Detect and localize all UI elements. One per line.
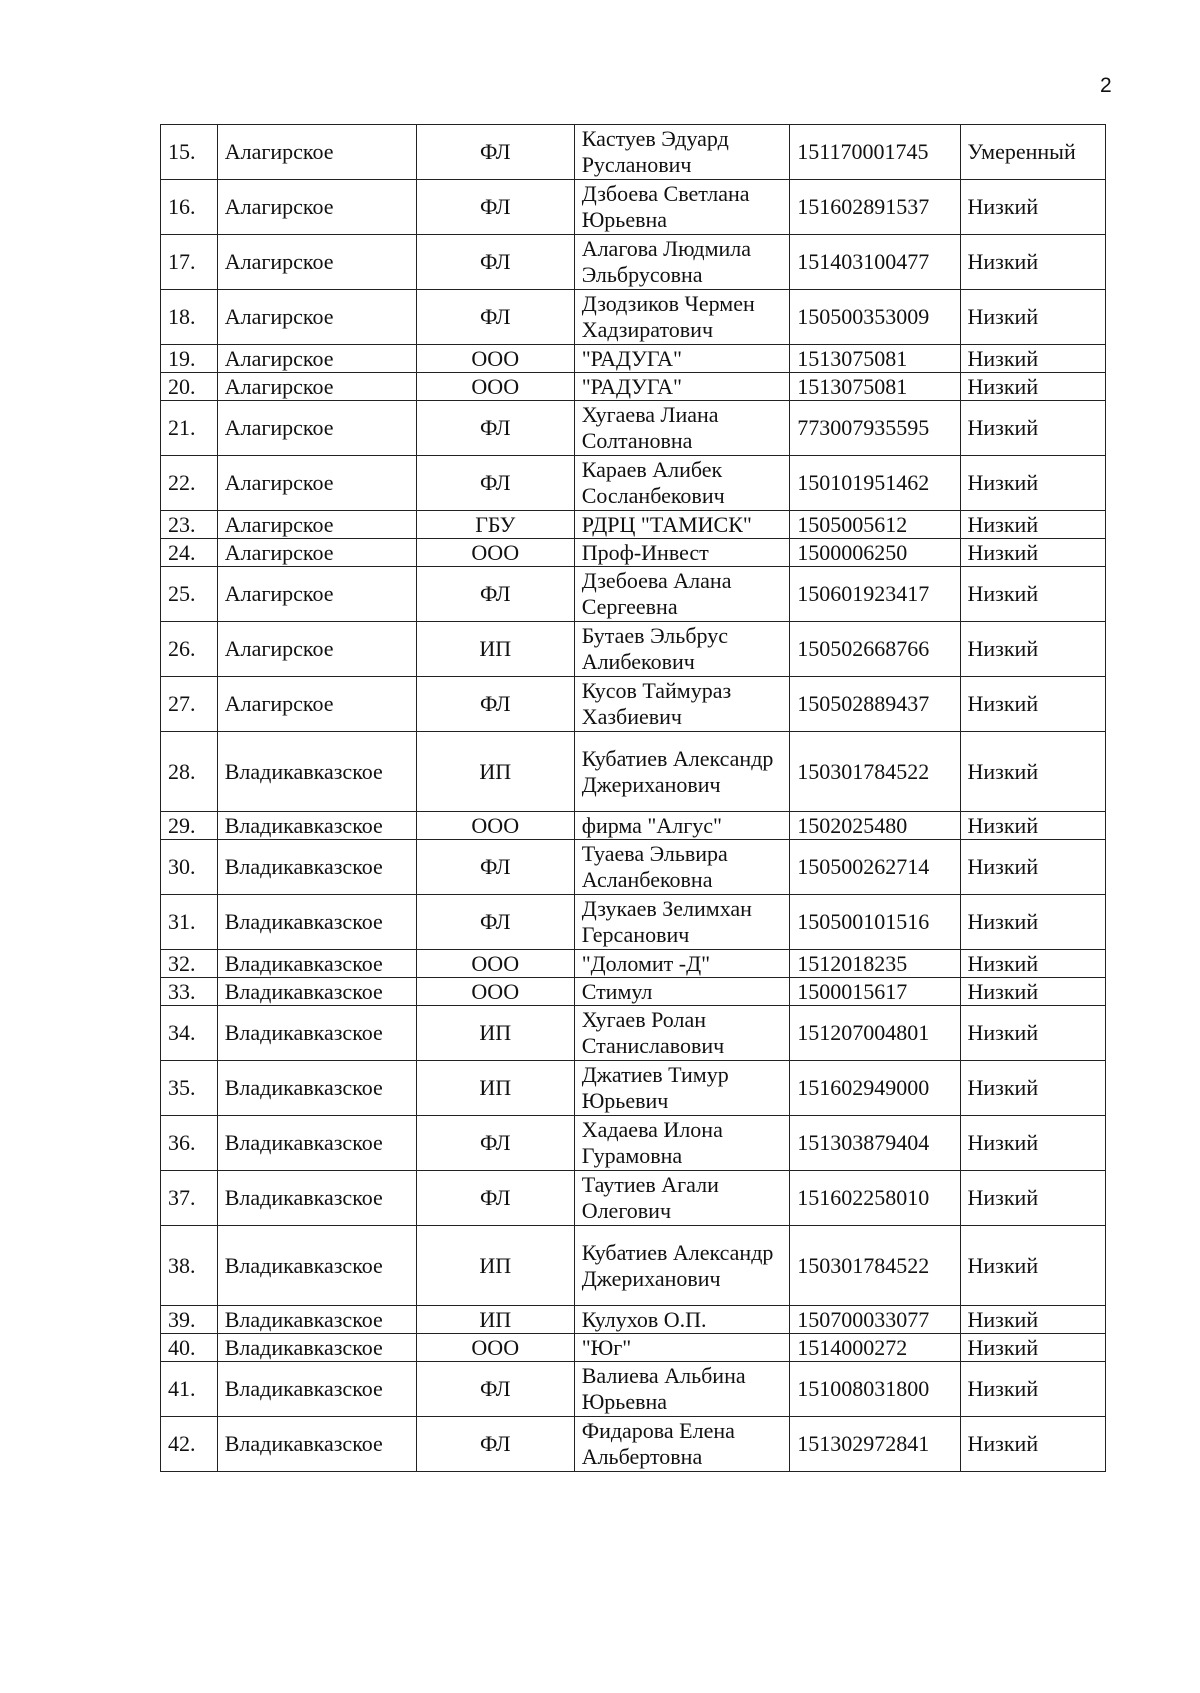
entity-type-cell: ФЛ [416,1417,574,1472]
district-cell: Алагирское [217,567,416,622]
risk-category-cell: Низкий [960,290,1105,345]
table-row [161,511,1106,539]
district-cell: Владикавказское [217,732,416,812]
entity-type-cell: ФЛ [416,1116,574,1171]
entity-name-cell: РДРЦ "ТАМИСК" [574,511,790,539]
table-row [161,539,1106,567]
row-number-cell: 38. [161,1226,218,1306]
risk-category-cell: Низкий [960,978,1105,1006]
inn-cell: 773007935595 [790,401,960,456]
entity-name-cell: Дзукаев Зелимхан Герсанович [574,895,790,950]
registry-table [160,124,1106,1472]
entity-name-cell: Кубатиев Александр Джериханович [574,732,790,812]
risk-category-cell: Низкий [960,401,1105,456]
row-number-cell: 31. [161,895,218,950]
entity-type-cell: ФЛ [416,290,574,345]
registry-table-body [161,125,1106,1472]
entity-name-cell: фирма "Алгус" [574,812,790,840]
entity-name-cell: Хадаева Илона Гурамовна [574,1116,790,1171]
district-cell: Владикавказское [217,840,416,895]
entity-type-cell: ООО [416,539,574,567]
entity-name-cell: Туаева Эльвира Асланбековна [574,840,790,895]
table-row [161,677,1106,732]
inn-cell: 1505005612 [790,511,960,539]
entity-name-cell: Кубатиев Александр Джериханович [574,1226,790,1306]
inn-cell: 151207004801 [790,1006,960,1061]
entity-type-cell: ФЛ [416,840,574,895]
risk-category-cell: Низкий [960,345,1105,373]
table-row [161,401,1106,456]
inn-cell: 1513075081 [790,345,960,373]
row-number-cell: 24. [161,539,218,567]
table-row [161,235,1106,290]
inn-cell: 151602891537 [790,180,960,235]
district-cell: Владикавказское [217,1417,416,1472]
district-cell: Владикавказское [217,1362,416,1417]
risk-category-cell: Низкий [960,950,1105,978]
inn-cell: 150301784522 [790,1226,960,1306]
entity-type-cell: ФЛ [416,1362,574,1417]
entity-name-cell: Таутиев Агали Олегович [574,1171,790,1226]
entity-type-cell: ФЛ [416,401,574,456]
district-cell: Алагирское [217,180,416,235]
table-row [161,1334,1106,1362]
entity-type-cell: ГБУ [416,511,574,539]
entity-type-cell: ООО [416,950,574,978]
entity-type-cell: ИП [416,1061,574,1116]
inn-cell: 150502889437 [790,677,960,732]
entity-name-cell: Фидарова Елена Альбертовна [574,1417,790,1472]
district-cell: Владикавказское [217,1171,416,1226]
entity-name-cell: "РАДУГА" [574,373,790,401]
entity-type-cell: ФЛ [416,180,574,235]
table-row [161,622,1106,677]
table-row [161,950,1106,978]
inn-cell: 1513075081 [790,373,960,401]
risk-category-cell: Низкий [960,1006,1105,1061]
entity-type-cell: ИП [416,1006,574,1061]
district-cell: Владикавказское [217,1116,416,1171]
entity-name-cell: Кастуев Эдуард Русланович [574,125,790,180]
inn-cell: 151302972841 [790,1417,960,1472]
risk-category-cell: Низкий [960,895,1105,950]
risk-category-cell: Низкий [960,373,1105,401]
row-number-cell: 32. [161,950,218,978]
district-cell: Владикавказское [217,812,416,840]
entity-name-cell: Дзбоева Светлана Юрьевна [574,180,790,235]
district-cell: Алагирское [217,401,416,456]
entity-type-cell: ФЛ [416,125,574,180]
district-cell: Владикавказское [217,1061,416,1116]
entity-type-cell: ФЛ [416,1171,574,1226]
row-number-cell: 29. [161,812,218,840]
table-row [161,895,1106,950]
risk-category-cell: Низкий [960,1334,1105,1362]
entity-name-cell: Дзебоева Алана Сергеевна [574,567,790,622]
row-number-cell: 21. [161,401,218,456]
row-number-cell: 28. [161,732,218,812]
district-cell: Алагирское [217,125,416,180]
risk-category-cell: Умеренный [960,125,1105,180]
table-row [161,345,1106,373]
entity-name-cell: "РАДУГА" [574,345,790,373]
district-cell: Владикавказское [217,1334,416,1362]
row-number-cell: 41. [161,1362,218,1417]
entity-type-cell: ФЛ [416,235,574,290]
inn-cell: 151403100477 [790,235,960,290]
district-cell: Алагирское [217,539,416,567]
district-cell: Алагирское [217,290,416,345]
entity-type-cell: ИП [416,732,574,812]
table-row [161,1362,1106,1417]
table-row [161,1171,1106,1226]
table-row [161,290,1106,345]
risk-category-cell: Низкий [960,1362,1105,1417]
district-cell: Алагирское [217,235,416,290]
inn-cell: 1514000272 [790,1334,960,1362]
entity-name-cell: Бутаев Эльбрус Алибекович [574,622,790,677]
inn-cell: 151008031800 [790,1362,960,1417]
entity-name-cell: Стимул [574,978,790,1006]
page-number: 2 [1100,74,1112,97]
table-row [161,1061,1106,1116]
row-number-cell: 23. [161,511,218,539]
entity-name-cell: Алагова Людмила Эльбрусовна [574,235,790,290]
table-row [161,1306,1106,1334]
table-row [161,732,1106,812]
district-cell: Алагирское [217,456,416,511]
entity-name-cell: Проф-Инвест [574,539,790,567]
table-row [161,456,1106,511]
entity-type-cell: ООО [416,345,574,373]
inn-cell: 150502668766 [790,622,960,677]
risk-category-cell: Низкий [960,180,1105,235]
district-cell: Алагирское [217,373,416,401]
inn-cell: 1502025480 [790,812,960,840]
entity-name-cell: Кулухов О.П. [574,1306,790,1334]
risk-category-cell: Низкий [960,812,1105,840]
row-number-cell: 19. [161,345,218,373]
inn-cell: 1500006250 [790,539,960,567]
row-number-cell: 35. [161,1061,218,1116]
entity-type-cell: ФЛ [416,895,574,950]
district-cell: Алагирское [217,511,416,539]
table-row [161,1116,1106,1171]
table-row [161,567,1106,622]
table-row [161,1006,1106,1061]
entity-type-cell: ИП [416,1226,574,1306]
row-number-cell: 42. [161,1417,218,1472]
row-number-cell: 25. [161,567,218,622]
entity-name-cell: Валиева Альбина Юрьевна [574,1362,790,1417]
table-row [161,840,1106,895]
inn-cell: 150301784522 [790,732,960,812]
inn-cell: 151602258010 [790,1171,960,1226]
risk-category-cell: Низкий [960,1417,1105,1472]
table-row [161,978,1106,1006]
risk-category-cell: Низкий [960,840,1105,895]
district-cell: Алагирское [217,345,416,373]
district-cell: Владикавказское [217,1226,416,1306]
table-row [161,180,1106,235]
row-number-cell: 18. [161,290,218,345]
row-number-cell: 40. [161,1334,218,1362]
entity-type-cell: ИП [416,622,574,677]
row-number-cell: 37. [161,1171,218,1226]
risk-category-cell: Низкий [960,1171,1105,1226]
district-cell: Владикавказское [217,950,416,978]
entity-name-cell: Джатиев Тимур Юрьевич [574,1061,790,1116]
table-row [161,812,1106,840]
row-number-cell: 36. [161,1116,218,1171]
row-number-cell: 26. [161,622,218,677]
row-number-cell: 27. [161,677,218,732]
entity-name-cell: Хугаева Лиана Солтановна [574,401,790,456]
row-number-cell: 22. [161,456,218,511]
inn-cell: 150500262714 [790,840,960,895]
entity-type-cell: ООО [416,812,574,840]
inn-cell: 150500353009 [790,290,960,345]
entity-type-cell: ООО [416,373,574,401]
inn-cell: 1500015617 [790,978,960,1006]
inn-cell: 150601923417 [790,567,960,622]
risk-category-cell: Низкий [960,511,1105,539]
entity-type-cell: ФЛ [416,677,574,732]
row-number-cell: 15. [161,125,218,180]
entity-type-cell: ООО [416,978,574,1006]
risk-category-cell: Низкий [960,1226,1105,1306]
district-cell: Алагирское [217,677,416,732]
district-cell: Владикавказское [217,895,416,950]
table-row [161,1226,1106,1306]
risk-category-cell: Низкий [960,456,1105,511]
risk-category-cell: Низкий [960,1061,1105,1116]
entity-type-cell: ФЛ [416,456,574,511]
entity-type-cell: ФЛ [416,567,574,622]
risk-category-cell: Низкий [960,1306,1105,1334]
row-number-cell: 16. [161,180,218,235]
inn-cell: 151602949000 [790,1061,960,1116]
entity-name-cell: Кусов Таймураз Хазбиевич [574,677,790,732]
row-number-cell: 20. [161,373,218,401]
row-number-cell: 34. [161,1006,218,1061]
risk-category-cell: Низкий [960,1116,1105,1171]
entity-name-cell: "Юг" [574,1334,790,1362]
entity-name-cell: Хугаев Ролан Станиславович [574,1006,790,1061]
entity-type-cell: ИП [416,1306,574,1334]
risk-category-cell: Низкий [960,567,1105,622]
risk-category-cell: Низкий [960,622,1105,677]
inn-cell: 1512018235 [790,950,960,978]
risk-category-cell: Низкий [960,539,1105,567]
district-cell: Алагирское [217,622,416,677]
entity-name-cell: "Доломит -Д" [574,950,790,978]
row-number-cell: 30. [161,840,218,895]
entity-name-cell: Караев Алибек Сосланбекович [574,456,790,511]
row-number-cell: 17. [161,235,218,290]
district-cell: Владикавказское [217,1006,416,1061]
inn-cell: 151303879404 [790,1116,960,1171]
row-number-cell: 33. [161,978,218,1006]
risk-category-cell: Низкий [960,732,1105,812]
entity-name-cell: Дзодзиков Чермен Хадзиратович [574,290,790,345]
risk-category-cell: Низкий [960,677,1105,732]
entity-type-cell: ООО [416,1334,574,1362]
district-cell: Владикавказское [217,978,416,1006]
risk-category-cell: Низкий [960,235,1105,290]
table-row [161,125,1106,180]
inn-cell: 151170001745 [790,125,960,180]
table-row [161,373,1106,401]
inn-cell: 150700033077 [790,1306,960,1334]
district-cell: Владикавказское [217,1306,416,1334]
inn-cell: 150101951462 [790,456,960,511]
table-row [161,1417,1106,1472]
row-number-cell: 39. [161,1306,218,1334]
inn-cell: 150500101516 [790,895,960,950]
